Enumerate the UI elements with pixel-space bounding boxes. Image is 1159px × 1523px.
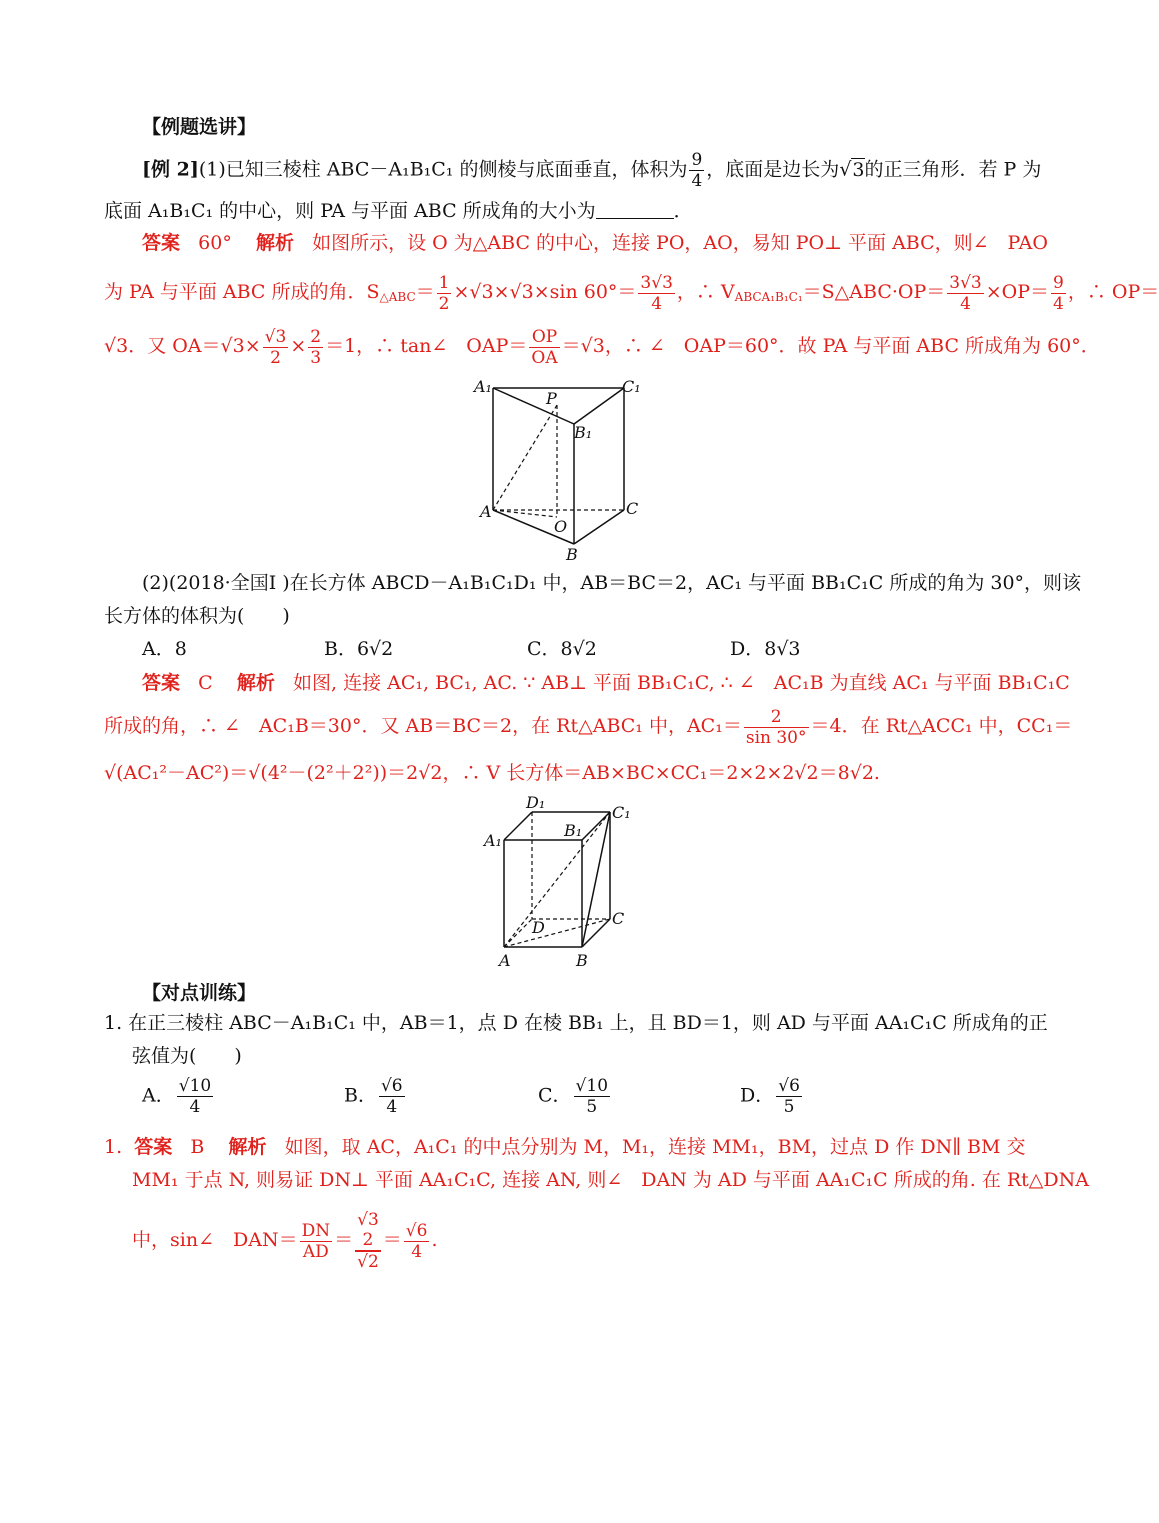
analysis-label: 解析 xyxy=(256,232,295,254)
answer-label: 答案 xyxy=(142,232,181,254)
analysis-label: 解析 xyxy=(236,672,275,694)
part2-question-line1: (2)(2018·全国Ⅰ )在长方体 ABCD－A₁B₁C₁D₁ 中，AB＝BC＝2，AC₁ 与平面 BB₁C₁C 所成的角为 30°，则该 xyxy=(142,572,1082,594)
label-B1: B₁ xyxy=(564,821,583,840)
label-C1: C₁ xyxy=(612,803,631,822)
example2-question-line2 xyxy=(104,198,693,224)
answer1-line3 xyxy=(104,324,1100,368)
example-label: [例 2] xyxy=(142,158,199,181)
analysis-text: 中，sin∠ DAN＝ xyxy=(132,1229,298,1251)
answer-value: C xyxy=(198,672,213,694)
analysis-text: 如图, 连接 AC₁, BC₁, AC. ∵ AB⊥ 平面 BB₁C₁C, ∴ ∠ AC₁B 为直线 AC₁ 与平面 BB₁C₁C xyxy=(293,672,1070,694)
question-text: ，底面是边长为 xyxy=(706,158,840,181)
label-B: B xyxy=(566,545,578,564)
answer-label: 答案 xyxy=(142,672,181,694)
label-C1: C₁ xyxy=(622,377,641,396)
question-text: (1)已知三棱柱 ABC－A₁B₁C₁ 的侧棱与底面垂直，体积为 xyxy=(198,158,688,181)
answer1-line2 xyxy=(104,270,1159,314)
fraction-r6-4: $\frac{√6}{4}$ xyxy=(405,1220,428,1262)
practice-answer-line2: MM₁ 于点 N, 则易证 DN⊥ 平面 AA₁C₁C, 连接 AN, 则∠ DAN 为 AD 与平面 AA₁C₁C 所成的角. 在 Rt△DNA xyxy=(132,1169,1089,1191)
question-text: 底面 A₁B₁C₁ 的中心，则 PA 与平面 ABC 所成角的大小为 xyxy=(104,200,596,222)
analysis-text: 如图，取 AC，A₁C₁ 的中点分别为 M，M₁，连接 MM₁，BM，过点 D 作 DN∥ BM 交 xyxy=(284,1136,1026,1158)
period: ． xyxy=(673,200,693,222)
analysis-text: ＝S△ABC·OP＝ xyxy=(802,281,946,303)
answer2-line3: √(AC₁²－AC²)＝√(4²－(2²＋2²))＝2√2，∴ V 长方体＝AB×BC×CC₁＝2×2×2√2＝8√2. xyxy=(104,762,880,784)
volume-fraction: $\frac{9}{4}$ xyxy=(691,150,703,191)
analysis-text: ，∴ OP＝ xyxy=(1067,281,1159,303)
analysis-text: ×OP＝ xyxy=(985,281,1050,303)
choice-c: C．8√2 xyxy=(527,638,597,660)
practice-choice-d: D． $\frac{√6}{5}$ xyxy=(740,1076,800,1117)
choice-a: A．8 xyxy=(142,638,187,660)
answer2-line2 xyxy=(104,704,1072,748)
subscript: ABCA₁B₁C₁ xyxy=(734,290,803,304)
answer-label: 答案 xyxy=(134,1136,173,1158)
equals: ＝ xyxy=(334,1229,354,1251)
label-A1: A₁ xyxy=(484,831,502,850)
answer-value: B xyxy=(190,1136,205,1158)
label-A1: A₁ xyxy=(474,377,492,396)
label-D1: D₁ xyxy=(526,793,546,812)
practice-choice-c: C． $\frac{√10}{5}$ xyxy=(538,1076,609,1117)
subscript: △ABC xyxy=(379,290,416,304)
answer-blank xyxy=(596,200,674,219)
label-A: A xyxy=(480,502,492,521)
label-C: C xyxy=(626,499,639,518)
choice-d: D．8√3 xyxy=(730,638,801,660)
fraction-3r3-4: $\frac{3√3}{4}$ xyxy=(640,272,673,314)
examples-heading: 【例题选讲】 xyxy=(142,116,257,138)
compound-fraction: √3 2 √2 xyxy=(357,1210,379,1272)
analysis-text: 为 PA 与平面 ABC 所成的角．S xyxy=(104,281,380,303)
practice-heading: 【对点训练】 xyxy=(142,982,257,1004)
analysis-text: ×√3×√3×sin 60°＝ xyxy=(453,281,637,303)
answer-number: 1. xyxy=(104,1136,123,1158)
analysis-text: √3．又 OA＝√3× xyxy=(104,335,261,357)
label-C: C xyxy=(612,909,625,928)
fraction-2-3: $\frac{2}{3}$ xyxy=(310,326,322,368)
analysis-text: ，∴ V xyxy=(676,281,735,303)
answer1-line1 xyxy=(142,230,1048,256)
prism-figure xyxy=(460,372,660,564)
analysis-text: × xyxy=(290,335,307,357)
analysis-text: 如图所示，设 O 为△ABC 的中心，连接 PO，AO，易知 PO⊥ 平面 ABC，则∠ PAO xyxy=(312,232,1048,254)
analysis-text: ＝√3，∴ ∠ OAP＝60°．故 PA 与平面 ABC 所成角为 60°． xyxy=(561,335,1100,357)
practice-answer-line3 xyxy=(132,1200,437,1280)
analysis-text: ＝ xyxy=(415,281,435,303)
example2-question-line1: [例 2](1)已知三棱柱 ABC－A₁B₁C₁ 的侧棱与底面垂直，体积为 $\frac{9}{4}$ ，底面是边长为√3的正三角形．若 P 为 xyxy=(142,150,1042,191)
equals: ＝ xyxy=(382,1229,402,1251)
part2-question-line2: 长方体的体积为( ) xyxy=(104,605,290,627)
side-length: 3 xyxy=(852,158,865,181)
label-B: B xyxy=(576,951,588,970)
label-O: O xyxy=(554,517,568,536)
practice-choice-b: B． $\frac{√6}{4}$ xyxy=(344,1076,403,1117)
fraction-2-sin30: $\frac{2}{\sin 30^\circ}$ xyxy=(745,706,807,748)
answer2-line1 xyxy=(142,670,1070,696)
practice1-question-line1: 1. 在正三棱柱 ABC－A₁B₁C₁ 中，AB＝1，点 D 在棱 BB₁ 上，且 BD＝1，则 AD 与平面 AA₁C₁C 所成角的正 xyxy=(104,1012,1048,1034)
period: . xyxy=(431,1229,438,1251)
analysis-text: ＝4．在 Rt△ACC₁ 中，CC₁＝ xyxy=(810,715,1073,737)
choice-b: B．6√2 xyxy=(324,638,394,660)
answer-value: 60° xyxy=(198,232,232,254)
fraction-op-oa: $\frac{OP}{OA}$ xyxy=(531,326,558,368)
fraction-r3-2: $\frac{√3}{2}$ xyxy=(264,326,287,368)
label-P: P xyxy=(546,389,557,408)
fraction-3r3-4b: $\frac{3√3}{4}$ xyxy=(949,272,982,314)
label-D: D xyxy=(532,918,545,937)
cuboid-figure xyxy=(480,792,650,972)
fraction-half: $\frac{1}{2}$ xyxy=(438,272,450,314)
analysis-label: 解析 xyxy=(228,1136,267,1158)
practice1-question-line2: 弦值为( ) xyxy=(132,1045,242,1067)
fraction-dn-ad: $\frac{DN}{AD}$ xyxy=(301,1220,331,1262)
label-A: A xyxy=(499,951,511,970)
label-B1: B₁ xyxy=(574,423,593,442)
question-text: 的正三角形．若 P 为 xyxy=(864,158,1042,181)
practice-answer-line1 xyxy=(104,1134,1026,1160)
fraction-9-4: $\frac{9}{4}$ xyxy=(1053,272,1064,314)
analysis-text: ＝1，∴ tan∠ OAP＝ xyxy=(325,335,528,357)
analysis-text: 所成的角，∴ ∠ AC₁B＝30°．又 AB＝BC＝2，在 Rt△ABC₁ 中，AC₁＝ xyxy=(104,715,742,737)
practice-choice-a: A． $\frac{√10}{4}$ xyxy=(142,1076,212,1117)
